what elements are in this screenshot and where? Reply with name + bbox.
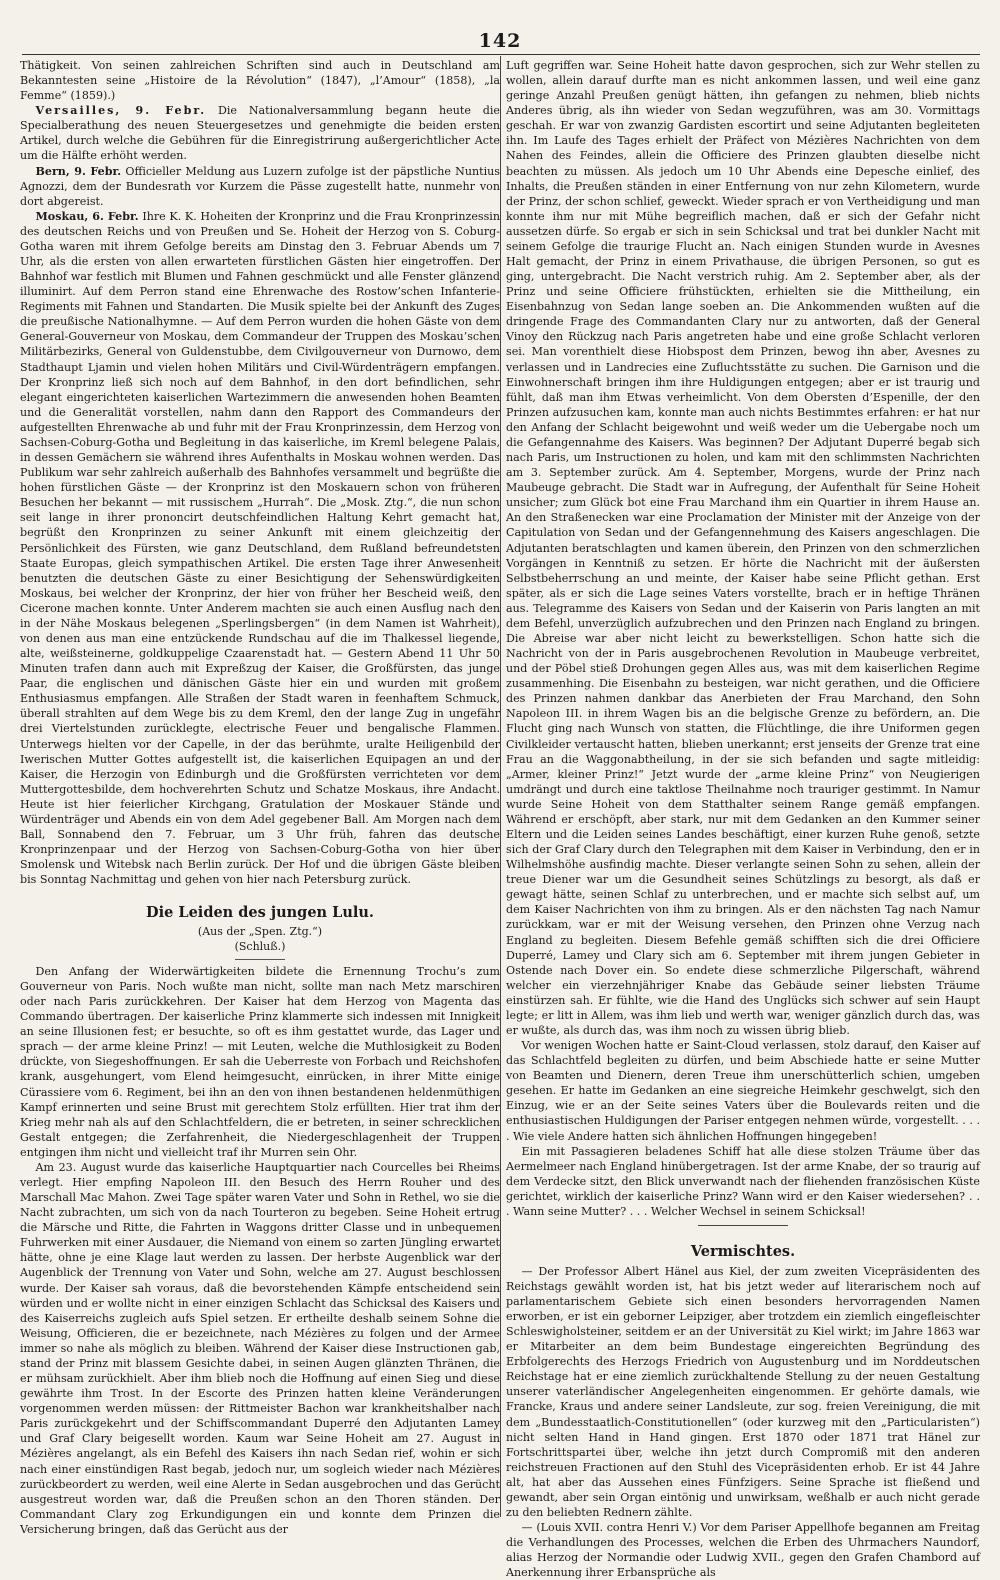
lulu-paragraph-ship: Ein mit Passagieren beladenes Schiff hat alle diese stolzen Träume über das Aermelmeer nach England hinübergetragen. Ist der arme Knabe, der so traurig auf dem Verdecke sitzt, den Blick unverwandt nach der fliehenden französischen Küste gerichtet, wirklich der kaiserliche Prinz? Wann wird er den Kaiser wiedersehen? . . . Wann seine Mutter? . . . Welcher Wechsel in seinem Schicksal! xyxy=(506,1144,980,1218)
lulu-source: (Aus der „Spen. Ztg.“) xyxy=(197,925,323,939)
bern-dateline: Bern, 9. Febr. xyxy=(35,164,122,178)
haenel-article: — Der Professor Albert Hänel aus Kiel, der zum zweiten Vicepräsidenten des Reichstags gewählt worden ist, hat bis jetzt weder auf literarischem noch auf parlamentarischem Gebiete sich einen besonders hervorragenden Namen erworben, er ist ein geborner Leipziger, aber trotzdem ein ziemlich eingefleischter Schleswigholsteiner, seitdem er an der Universität zu Kiel wirkt; im Jahre 1863 war er Mitarbeiter an dem beim Bundestage eingereichten Begründung des Erbfolgerechts des Herzogs Friedrich von Augustenburg und im Norddeutschen Reichstage hat er eine ziemlich zurückhaltende Stellung zu der neuen Gestaltung unserer vaterländischer Angelegenheiten eingenommen. Er gehörte damals, wie Francke, Kraus und andere seiner Landsleute, zur sog. freien Vereinigung, die mit dem „Bundesstaatlich-Constitutionellen“ (oder kurzweg mit den „Particularisten“) nicht selten Hand in Hand gingen. Erst 1870 oder 1871 trat Hänel zur Fortschrittspartei über, welche ihn jetzt durch Compromiß mit den anderen reichstreuen Fractionen auf den Stuhl des Vicepräsidenten erhob. Er ist 44 Jahre alt, hat aber das Aussehen eines Fünfzigers. Seine Sprache ist fließend und gewandt, aber sein Organ eintönig und unwirksam, weßhalb er auch nicht gerade zu den beliebten Rednern zählte. xyxy=(506,1264,980,1519)
lulu-paragraph-1: Den Anfang der Widerwärtigkeiten bildete die Ernennung Trochu’s zum Gouverneur von Paris. Noch wußte man nicht, sollte man nach Metz marschiren oder nach Paris zurückkehren. Der Kaiser hat dem Herzog von Magenta das Commando übertragen. Der kaiserliche Prinz klammerte sich indessen mit Innigkeit an seine Illusionen fest; er besuchte, so oft es ihm gestattet wurde, das Lager und sprach — der arme kleine Prinz! — mit Leuten, welche die Muthlosigkeit zu Boden drückte, von Siegeshoffnungen. Er sah die Ueberreste von Forbach und Reichshofen krank, ausgehungert, vom Elend heimgesucht, einrücken, in ihrer Mitte einige Cürassiere vom 6. Regiment, bei ihn an den von ihnen bestandenen heldenmüthigen Kampf erinnerten und seine Brust mit gerechtem Stolz erfüllten. Hier trat ihm der Krieg mehr nah als auf den Schlachtfeldern, die er betreten, in seiner schrecklichen Gestalt entgegen; die Zerfahrenheit, die Niedergeschlagenheit der Truppen entgingen ihm nicht und vielleicht traf ihr Murren sein Ohr. xyxy=(20,964,500,1159)
lulu-divider xyxy=(235,959,285,960)
column-divider xyxy=(500,56,501,1517)
louis-article: — (Louis XVII. contra Henri V.) Vor dem Pariser Appellhofe begannen am Freitag die Verhandlungen des Processes, welchen die Erben des Uhrmachers Naundorf, alias Herzog der Normandie oder Ludwig XVII., gegen den Grafen Chambord auf Anerkennung ihrer Erbansprüche als xyxy=(506,1521,980,1580)
lulu-conclusion-note: (Schluß.) xyxy=(234,939,286,953)
bern-article xyxy=(20,164,500,209)
section-divider xyxy=(698,1225,788,1226)
left-column xyxy=(20,58,500,1536)
lulu-paragraph-2: Am 23. August wurde das kaiserliche Hauptquartier nach Courcelles bei Rheims verlegt. Hier empfing Napoleon III. den Besuch des Herrn Rouher und des Marschall Mac Mahon. Zwei Tage später waren Vater und Sohn in Rethel, wo sie die Nacht zubrachten, um sich von da nach Tourteron zu begeben. Seine Hoheit ertrug die Märsche und Ritte, die Fahrten in Waggons dritter Classe und in unbequemen Fuhrwerken mit einer Ausdauer, die Niemand von einem so zarten Jüngling erwartet hätte, ohne je eine Klage laut werden zu lassen. Der herbste Augenblick war der Augenblick der Trennung von Vater und Sohn, welche am 27. August beschlossen wurde. Der Kaiser sah voraus, daß die bevorstehenden Kämpfe entscheidend sein würden und er wollte nicht in einer einzigen Schlacht das Schicksal des Kaisers und des Kaiserreichs zugleich aufs Spiel setzen. Er ertheilte deshalb seinem Sohne die Weisung, Officieren, die er bezeichnete, nach Mézières zu folgen und der Armee immer so nahe als möglich zu bleiben. Während der Kaiser diese Instructionen gab, stand der Prinz mit blassem Gesichte dabei, in seinen Augen glänzten Thränen, die er mühsam zurückhielt. Aber ihm blieb noch die Hoffnung auf einen Sieg und diese gewährte ihm Trost. In der Escorte des Prinzen hatten kleine Veränderungen vorgenommen werden müssen: der Rittmeister Bachon war krankheitshalber nach Paris zurückgekehrt und der Schiffscommandant Duperré den Adjutanten Lamey und Graf Clary beigesellt worden. Kaum war Seine Hoheit am 27. August in Mézières angelangt, als ein Befehl des Kaisers ihn nach Sedan rief, wohin er sich nach einer einstündigen Rast begab, jedoch nur, um sogleich wieder nach Mézières zurückbeordert zu werden, weil eine Alerte in Sedan ausgebrochen und das Gerücht ausgestreut worden war, daß die Preußen schon an den Thoren ständen. Der Commandant Clary zog Erkundigungen ein und konnte dem Prinzen die Versicherung bringen, daß das Gerücht aus der xyxy=(20,1160,500,1536)
moskau-body: Ihre K. K. Hoheiten der Kronprinz und die Frau Kronprinzessin des deutschen Reichs und von Preußen und Se. Hoheit der Herzog von S. Coburg-Gotha waren mit ihrem Gefolge bereits am Dinstag den 3. Februar Abends um 7 Uhr, als die ersten von allen erwarteten fürstlichen Gästen hier eingetroffen. Der Bahnhof war festlich mit Blumen und Fahnen geschmückt und alle Fenster glänzend illuminirt. Auf dem Perron stand eine Ehrenwache des Rostow’schen Infanterie-Regiments mit Fahnen und Standarten. Die Musik spielte bei der Ankunft des Zuges die preußische Nationalhymne. — Auf dem Perron wurden die hohen Gäste von dem General-Gouverneur von Moskau, dem Commandeur der Truppen des Moskau’schen Militärbezirks, General von Guldenstubbe, dem Civilgouverneur von Durnowo, dem Stadthaupt Ljamin und vielen hohen Militärs und Civil-Würdenträgern empfangen. Der Kronprinz ließ sich noch auf dem Bahnhof, in den dort befindlichen, sehr elegant eingerichteten kaiserlichen Wartezimmern die anwesenden hohen Beamten und die Generalität vorstellen, nahm dann den Rapport des Commandeurs der aufgestellten Ehrenwache ab und fuhr mit der Frau Kronprinzessin, dem Herzog von Sachsen-Coburg-Gotha und Begleitung in das kaiserliche, im Kreml belegene Palais, in dessen Gemächern sie während ihres Aufenthalts in Moskau wohnen werden. Das Publikum war sehr zahlreich außerhalb des Bahnhofes versammelt und begrüßte die hohen fürstlichen Gäste — der Kronprinz ist den Moskauern schon von früheren Besuchen her bekannt — mit russischem „Hurrah“. Die „Mosk. Ztg.“, die nun schon seit lange in ihrer prononcirt deutschfeindlichen Haltung Kehrt gemacht hat, begrüßt den Kronprinzen zu seiner Ankunft mit einem gleichzeitig der Persönlichkeit des Fürsten, wie ganz Deutschland, dem Rußland befreundetsten Staate Europas, gleich sympathischen Artikel. Die ersten Tage ihrer Anwesenheit benutzten die deutschen Gäste zu einer Besichtigung der Sehenswürdigkeiten Moskaus, bei welcher der Kronprinz, der hier von früher her Bescheid weiß, den Cicerone machen konnte. Unter Anderem machten sie auch einen Ausflug nach den in der Nähe Moskaus belegenen „Sperlingsbergen“ (in dem Namen ist Wahrheit), von denen aus man eine entzückende Rundschau auf die im Thalkessel liegende, alte, weißsteinerne, goldkuppelige Czaarenstadt hat. — Gestern Abend 11 Uhr 50 Minuten trafen dann auch mit Expreßzug der Kaiser, die Großfürsten, das junge Paar, die englischen und dänischen Gäste hier ein und wurden mit großem Enthusiasmus empfangen. Alle Straßen der Stadt waren in feenhaftem Schmuck, überall strahlten auf dem Wege bis zu dem Kreml, den der lange Zug in ungefähr drei Viertelstunden zurücklegte, electrische Feuer und bengalische Flammen. Unterwegs hielten vor der Capelle, in der das berühmte, uralte Heiligenbild der Iwerischen Mutter Gottes aufgestellt ist, die kaiserlichen Equipagen an und der Kaiser, die Herzogin von Edinburgh und die Großfürsten verrichteten vor dem Muttergottesbilde, dem hochverehrten Schutz und Schatze Moskaus, ihre Andacht. Heute ist hier feierlicher Kirchgang, Gratulation der Moskauer Stände und Würdenträger und Abends ein von dem Adel gegebener Ball. Am Morgen nach dem Ball, Sonnabend den 7. Februar, um 3 Uhr früh, fahren das deutsche Kronprinzenpaar und der Herzog von Sachsen-Coburg-Gotha von hier über Smolensk und Witebsk nach Berlin zurück. Der Hof und die übrigen Gäste bleiben bis Sonntag Nachmittag und gehen von hier nach Petersburg zurück. xyxy=(20,209,500,887)
versailles-article xyxy=(20,103,500,163)
versailles-dateline: Versailles, 9. Febr. xyxy=(35,104,207,118)
continuation-paragraph: Thätigkeit. Von seinen zahlreichen Schriften sind auch in Deutschland am Bekanntesten seine „Histoire de la Révolution“ (1847), „l’Amour“ (1858), „la Femme“ (1859).) xyxy=(20,59,500,103)
lulu-continuation: Luft gegriffen war. Seine Hoheit hatte davon gesprochen, sich zur Wehr stellen zu wollen, allein darauf durfte man es nicht ankommen lassen, und weil eine ganz geringe Anzahl Preußen genügt hätten, ihn gefangen zu nehmen, blieb nichts Anderes übrig, als ihn wieder von Sedan wegzuführen, was am 30. Vormittags geschah. Er war von zwanzig Gardisten escortirt und seine Adjutanten begleiteten ihn. Im Laufe des Tages erhielt der Präfect von Mézières Nachrichten von dem Nahen des Feindes, allein die Officiere des Prinzen glaubten dieselbe nicht beachten zu müssen. Als jedoch um 10 Uhr Abends eine Depesche einlief, des Inhalts, die Preußen ständen in einer Entfernung von nur zehn Kilometern, wurde der Prinz, der schon schlief, geweckt. Wieder sprach er von Vertheidigung und man konnte ihm nur mit Mühe begreiflich machen, daß er sich der Gefahr nicht aussetzen dürfe. So ergab er sich in sein Schicksal und trat bei dunkler Nacht mit seinem Gefolge die traurige Flucht an. Nach einigen Stunden wurde in Avesnes Halt gemacht, der Prinz in einem Privathause, die übrigen Personen, so gut es ging, untergebracht. Die Nacht verstrich ruhig. Am 2. September aber, als der Prinz und seine Officiere frühstückten, erhielten sie die Mittheilung, ein Eisenbahnzug von Sedan lange soeben an. Die Ankommenden wußten auf die dringende Frage des Commandanten Clary nur zu antworten, daß der General Vinoy den Rückzug nach Paris angetreten habe und eine große Schlacht verloren sei. Man vorenthielt diese Hiobspost dem Prinzen, bewog ihn aber, Avesnes zu verlassen und in Landrecies eine Zufluchtsstätte zu suchen. Die Garnison und die Einwohnerschaft bringen ihm ihre Huldigungen entgegen; aber er ist traurig und fühlt, daß man ihm Etwas verheimlicht. Von dem Obersten d’Espenille, der den Prinzen aufzusuchen kam, konnte man auch nichts Bestimmtes erfahren: er hat nur den Anfang der Schlacht beigewohnt und weiß weder um die Uebergabe noch um die Gefangennahme des Kaisers. Was beginnen? Der Adjutant Duperré begab sich nach Paris, um Instructionen zu holen, und kam mit den schlimmsten Nachrichten am 3. September zurück. Am 4. September, Morgens, wurde der Prinz nach Maubeuge gebracht. Die Stadt war in Aufregung, der Aufenthalt für Seine Hoheit unsicher; zum Glück bot eine Frau Marchand ihm ein Quartier in ihrem Hause an. An den Straßenecken war eine Proclamation der Minister mit der Anzeige von der Capitulation von Sedan und der Gefangennehmung des Kaisers angeschlagen. Die Adjutanten beratschlagten und kamen überein, den Prinzen von den schmerzlichen Vorgängen in Kenntniß zu setzen. Er hörte die Nachricht mit der äußersten Selbstbeherrschung an und meinte, der Kaiser habe seine Pflicht gethan. Erst später, als er sich die Lage seines Vaters vorstellte, brach er in heftige Thränen aus. Telegramme des Kaisers von Sedan und der Kaiserin von Paris langten an mit dem Befehl, unverzüglich aufzubrechen und den Prinzen nach England zu bringen. Die Abreise war aber nicht leicht zu bewerkstelligen. Schon hatte sich die Nachricht von der in Paris ausgebrochenen Revolution in Maubeuge verbreitet, und der Pöbel stieß Drohungen gegen Alles aus, was mit dem kaiserlichen Regime zusammenhing. Die Eisenbahn zu besteigen, war nicht gerathen, und die Officiere des Prinzen nahmen dankbar das Anerbieten der Frau Marchand, den Sohn Napoleon III. in ihrem Wagen bis an die belgische Grenze zu befördern, an. Die Flucht ging nach Wunsch von statten, die Flüchtlinge, die ihre Uniformen gegen Civilkleider vertauscht hatten, blieben unerkannt; erst jenseits der Grenze trat eine Frau an die Waggonabtheilung, in der sie sich befanden und sagte mitleidig: „Armer, kleiner Prinz!“ Jetzt wurde der „arme kleine Prinz“ von Neugierigen umdrängt und durch eine taktlose Theilnahme noch trauriger gestimmt. In Namur wurde Seine Hoheit von dem Statthalter seinem Range gemäß empfangen. Während er erschöpft, aber stark, nur mit dem Gedanken an den Kummer seiner Eltern und die Leiden seines Landes beschäftigt, einer kurzen Ruhe genoß, setzte sich der Graf Clary durch den Telegraphen mit dem Kaiser in Verbindung, den er in Wilhelmshöhe ausfindig machte. Dieser verlangte seinen Sohn zu sehen, allein der treue Diener war um die Gesundheit seines Schützlings zu besorgt, als daß er gewagt hätte, seinen Schlaf zu unterbrechen, und er machte sich selbst auf, um dem Kaiser Nachrichten von ihm zu bringen. Als er den nächsten Tag nach Namur zurückkam, war er mit der Weisung versehen, den Prinzen ohne Verzug nach England zu begleiten. Diesem Befehle gemäß schifften sich die drei Officiere Duperré, Lamey und Clary sich am 6. September mit ihrem jungen Gebieter in Ostende nach Dover ein. So endete diese schmerzliche Pilgerschaft, während welcher ein vierzehnjähriger Knabe das Gebäude seiner liebsten Träume einstürzen sah. Er fühlte, wie die Hand des Unglücks sich schwer auf sein Haupt legte; er litt in Allem, was ihm lieb und werth war, weniger gänzlich durch das, was er wußte, als durch das, was ihm noch zu wissen übrig blieb. xyxy=(506,59,980,1037)
page-number: 142 xyxy=(478,30,522,52)
vermischtes-title: Vermischtes. xyxy=(690,1243,796,1261)
right-column xyxy=(506,58,980,1580)
versailles-body: Die Nationalversammlung begann heute die Specialberathung des neuen Steuergesetzes und genehmigte die beiden ersten Artikel, durch welche die Gebühren für die Einregistrirung außergerichtlicher Acte um die Hälfte erhöht werden. xyxy=(20,104,500,163)
lulu-title: Die Leiden des jungen Lulu. xyxy=(146,904,374,922)
moskau-dateline: Moskau, 6. Febr. xyxy=(35,209,139,223)
header-rule xyxy=(22,54,980,55)
moskau-article xyxy=(20,209,500,888)
lulu-paragraph-saint-cloud: Vor wenigen Wochen hatte er Saint-Cloud verlassen, stolz darauf, den Kaiser auf das Schlachtfeld begleiten zu dürfen, und beim Abschiede hatte er seine Mutter von Beamten und Dienern, deren Treue ihm unerschütterlich schien, umgeben gesehen. Er hatte im Gedanken an eine siegreiche Heimkehr geschwelgt, sich den Einzug, wie er an der Seite seines Vaters über die Boulevards reiten und die enthusiastischen Huldigungen der Pariser entgegen nehmen würde, vorgestellt. . . . . Wie viele Andere hatten sich ähnlichen Hoffnungen hingegeben! xyxy=(506,1039,980,1143)
bern-body: Officieller Meldung aus Luzern zufolge ist der päpstliche Nuntius Agnozzi, dem der Bundesrath vor Kurzem die Pässe zugestellt hatte, nunmehr von dort abgereist. xyxy=(20,164,500,208)
